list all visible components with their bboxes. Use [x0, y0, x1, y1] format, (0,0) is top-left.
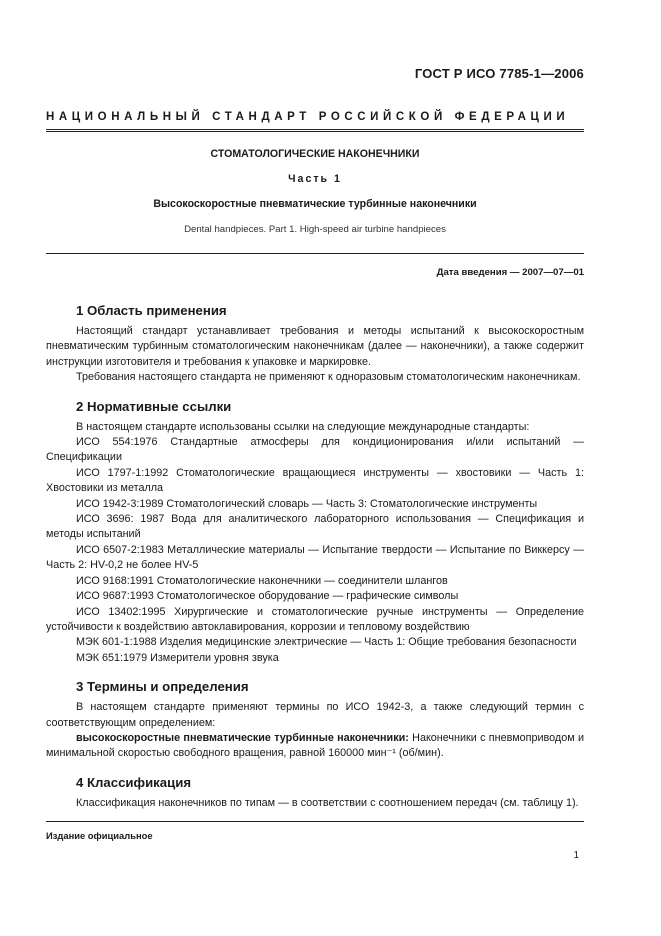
- reference-item: МЭК 601-1:1988 Изделия медицинские электрические — Часть 1: Общие требования безопасности: [76, 636, 577, 649]
- section-3-intro: В настоящем стандарте применяют термины по ИСО 1942-3, а также следующий термин с соответствующим определением:: [46, 701, 584, 729]
- term-definition-text: Наконечники с пневмоприводом и минимальной скоростью свободного вращения, равной 160000 мин⁻¹ (об/мин).: [46, 731, 584, 760]
- document-title: СТОМАТОЛОГИЧЕСКИЕ НАКОНЕЧНИКИ: [210, 148, 420, 160]
- english-title: Dental handpieces. Part 1. High-speed air turbine handpieces: [184, 224, 446, 235]
- section-1-heading: 1 Область применения: [76, 303, 227, 318]
- reference-item: ИСО 13402:1995 Хирургические и стоматологические ручные инструменты — Определение устойчивости к воздействию автоклавирования, коррозии и тепловому воздействию: [46, 605, 584, 633]
- header-rule-top: [46, 129, 584, 130]
- title-rule: [46, 253, 584, 254]
- footer-rule: [46, 821, 584, 822]
- section-1-paragraph: Требования настоящего стандарта не применяют к одноразовым стоматологическим наконечникам.: [76, 371, 581, 384]
- reference-item: ИСО 3696: 1987 Вода для аналитического лабораторного использования — Спецификация и методы испытаний: [46, 513, 584, 541]
- reference-item: ИСО 6507-2:1983 Металлические материалы — Испытание твердости — Испытание по Виккерсу — Часть 2: HV-0,2 не более HV-5: [46, 543, 584, 572]
- reference-item: ИСО 554:1976 Стандартные атмосферы для кондиционирования и/или испытаний — Спецификации: [46, 436, 584, 464]
- page-number: 1: [573, 850, 579, 861]
- official-edition-note: Издание официальное: [46, 830, 153, 841]
- section-2-intro: В настоящем стандарте использованы ссылки на следующие международные стандарты:: [76, 420, 530, 433]
- reference-item: МЭК 651:1979 Измерители уровня звука: [76, 651, 279, 664]
- reference-item: ИСО 9687:1993 Стоматологическое оборудование — графические символы: [76, 590, 459, 603]
- section-4-heading: 4 Классификация: [76, 774, 192, 790]
- section-4-paragraph: Классификация наконечников по типам — в соответствии с соотношением передач (см. таблицу 1).: [76, 796, 579, 809]
- reference-item: ИСО 1797-1:1992 Стоматологические вращающиеся инструменты — хвостовики — Часть 1: Хвостовики из металла: [46, 466, 584, 495]
- section-2-heading: 2 Нормативные ссылки: [76, 398, 232, 414]
- introduction-date: Дата введения — 2007—07—01: [436, 267, 584, 278]
- term-name: высокоскоростные пневматические турбинные наконечники:: [76, 731, 409, 744]
- reference-item: ИСО 9168:1991 Стоматологические наконечники — соединители шлангов: [76, 574, 448, 587]
- term-definition: [46, 731, 584, 762]
- document-part: Часть 1: [288, 173, 342, 185]
- document-body: [46, 302, 584, 811]
- standard-banner: НАЦИОНАЛЬНЫЙ СТАНДАРТ РОССИЙСКОЙ ФЕДЕРАЦИИ: [46, 111, 570, 123]
- document-subtitle: Высокоскоростные пневматические турбинные наконечники: [153, 198, 477, 210]
- section-3-heading: 3 Термины и определения: [76, 679, 249, 695]
- section-1-paragraph: Настоящий стандарт устанавливает требования и методы испытаний к высокоскоростным пневматическим турбинным стоматологическим наконечникам (далее — наконечники), а также содержит инструкции изготовителя и требования к упаковке и маркировке.: [46, 325, 584, 368]
- reference-item: ИСО 1942-3:1989 Стоматологический словарь — Часть 3: Стоматологические инструменты: [76, 497, 538, 510]
- header-rule-bottom: [46, 131, 584, 132]
- document-code: ГОСТ Р ИСО 7785-1—2006: [414, 66, 584, 81]
